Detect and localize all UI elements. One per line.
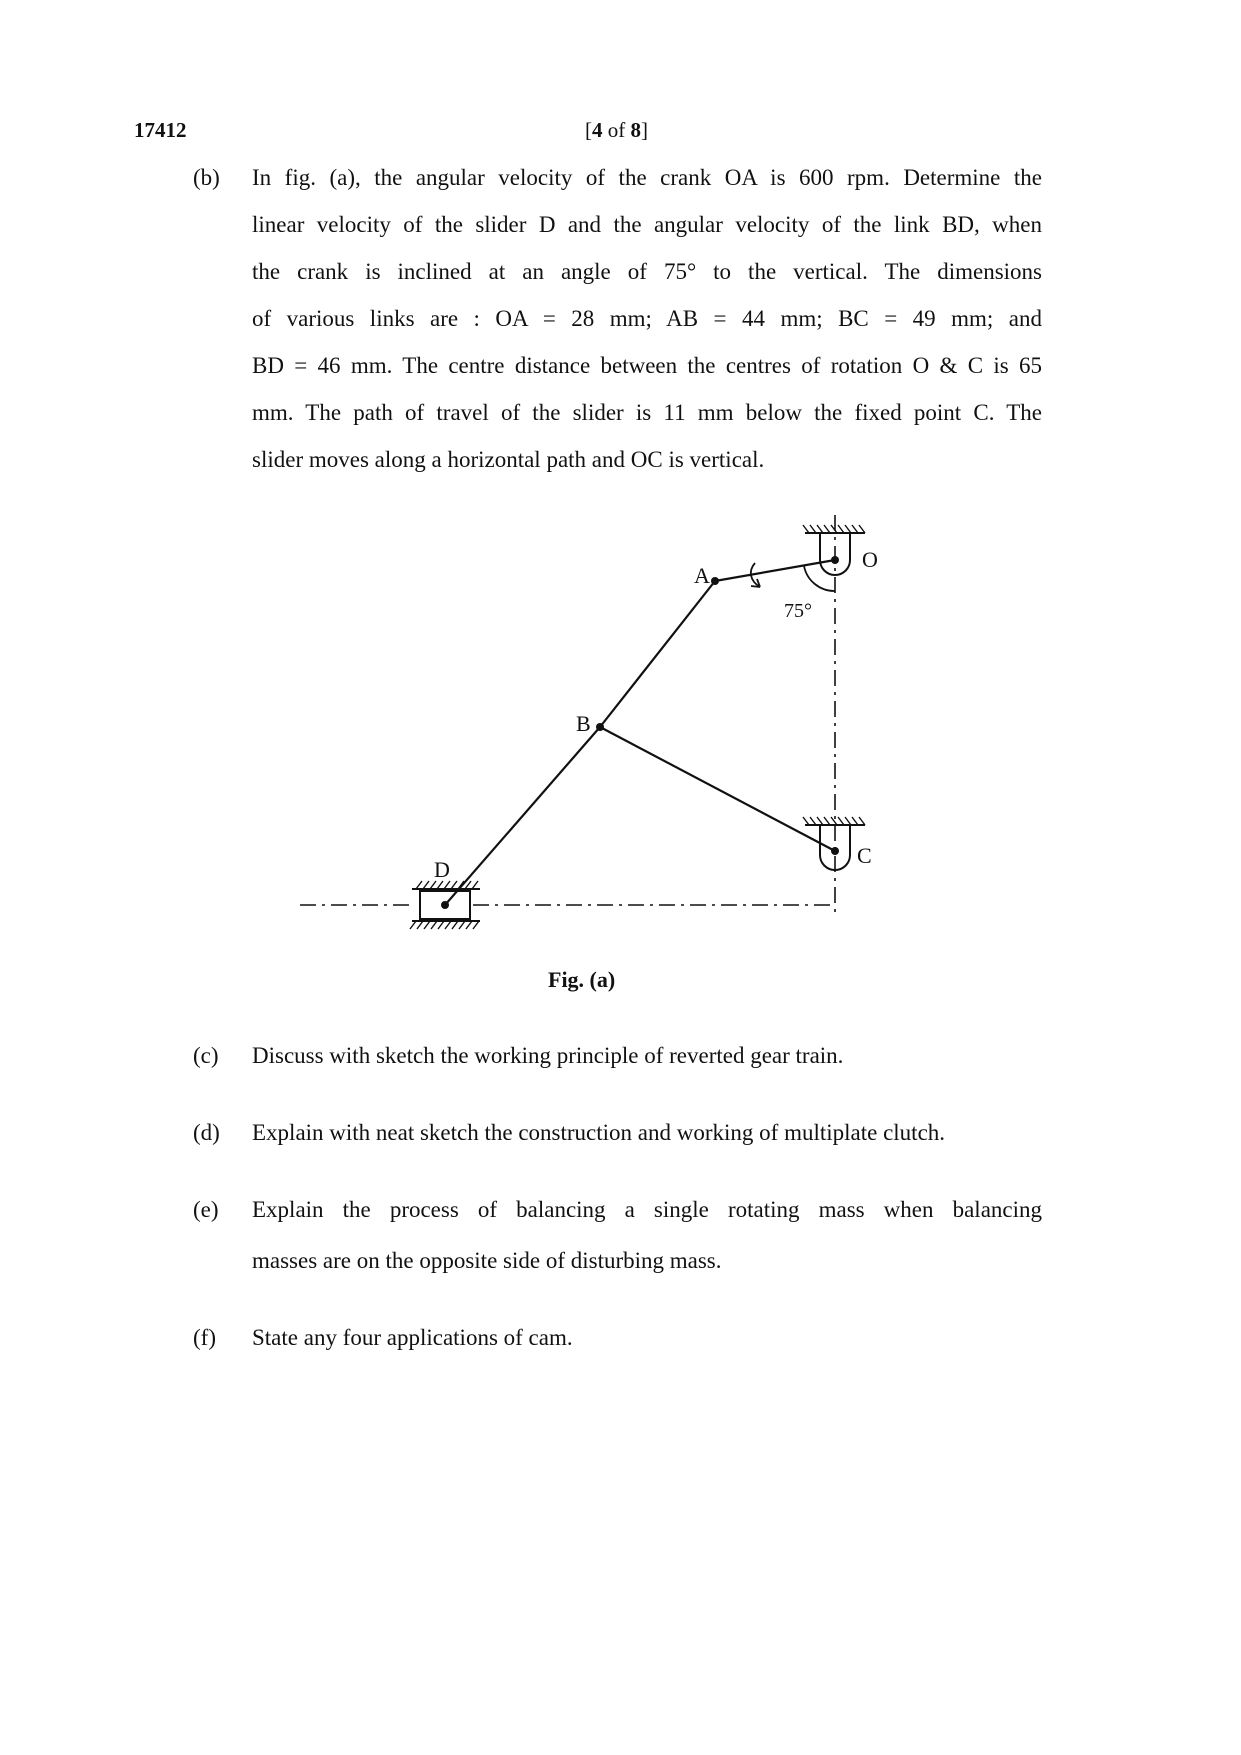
page-indicator: [4 of 8] (585, 118, 648, 142)
angle-arc (804, 566, 835, 591)
joint-b (596, 723, 604, 731)
question-b-label: (b) (193, 165, 220, 190)
link-ab (600, 581, 715, 727)
question-b-line: slider moves along a horizontal path and OC is vertical. (252, 447, 765, 472)
joint-a (711, 577, 719, 585)
question-b-line: linear velocity of the slider D and the angular velocity of the link BD, when (252, 212, 1042, 237)
joint-c (831, 847, 839, 855)
fixed-support-c (803, 817, 865, 870)
question-b-line: BD = 46 mm. The centre distance between the centres of rotation O & C is 65 (252, 353, 1042, 378)
question-b-line: of various links are : OA = 28 mm; AB = 44 mm; BC = 49 mm; and (252, 306, 1042, 331)
question-d-label: (d) (193, 1120, 220, 1145)
label-d: D (434, 857, 450, 882)
figure-caption: Fig. (a) (548, 967, 616, 992)
question-d-text: Explain with neat sketch the construction and working of multiplate clutch. (252, 1120, 946, 1145)
question-b-line: In fig. (a), the angular velocity of the crank OA is 600 rpm. Determine the (252, 165, 1042, 190)
joint-d (441, 901, 449, 909)
link-oa (715, 560, 835, 581)
question-e-line: Explain the process of balancing a single rotating mass when balancing (252, 1197, 1042, 1222)
label-a: A (694, 563, 710, 588)
link-bc (600, 727, 835, 851)
label-b: B (576, 711, 591, 736)
mechanism-diagram (290, 505, 900, 945)
question-e-label: (e) (193, 1197, 219, 1222)
joint-o (831, 556, 839, 564)
question-b-line: mm. The path of travel of the slider is 11 mm below the fixed point C. The (252, 400, 1042, 425)
paper-code: 17412 (134, 118, 187, 142)
question-b-line: the crank is inclined at an angle of 75° to the vertical. The dimensions (252, 259, 1042, 284)
question-c-label: (c) (193, 1043, 219, 1068)
question-f-text: State any four applications of cam. (252, 1325, 573, 1350)
question-c-text: Discuss with sketch the working principle of reverted gear train. (252, 1043, 844, 1068)
label-c: C (857, 843, 872, 868)
fixed-support-o (803, 525, 865, 575)
angle-label: 75° (784, 600, 812, 622)
link-bd (445, 727, 600, 905)
question-f-label: (f) (193, 1325, 216, 1350)
question-e-line: masses are on the opposite side of disturbing mass. (252, 1248, 722, 1273)
label-o: O (862, 547, 878, 572)
